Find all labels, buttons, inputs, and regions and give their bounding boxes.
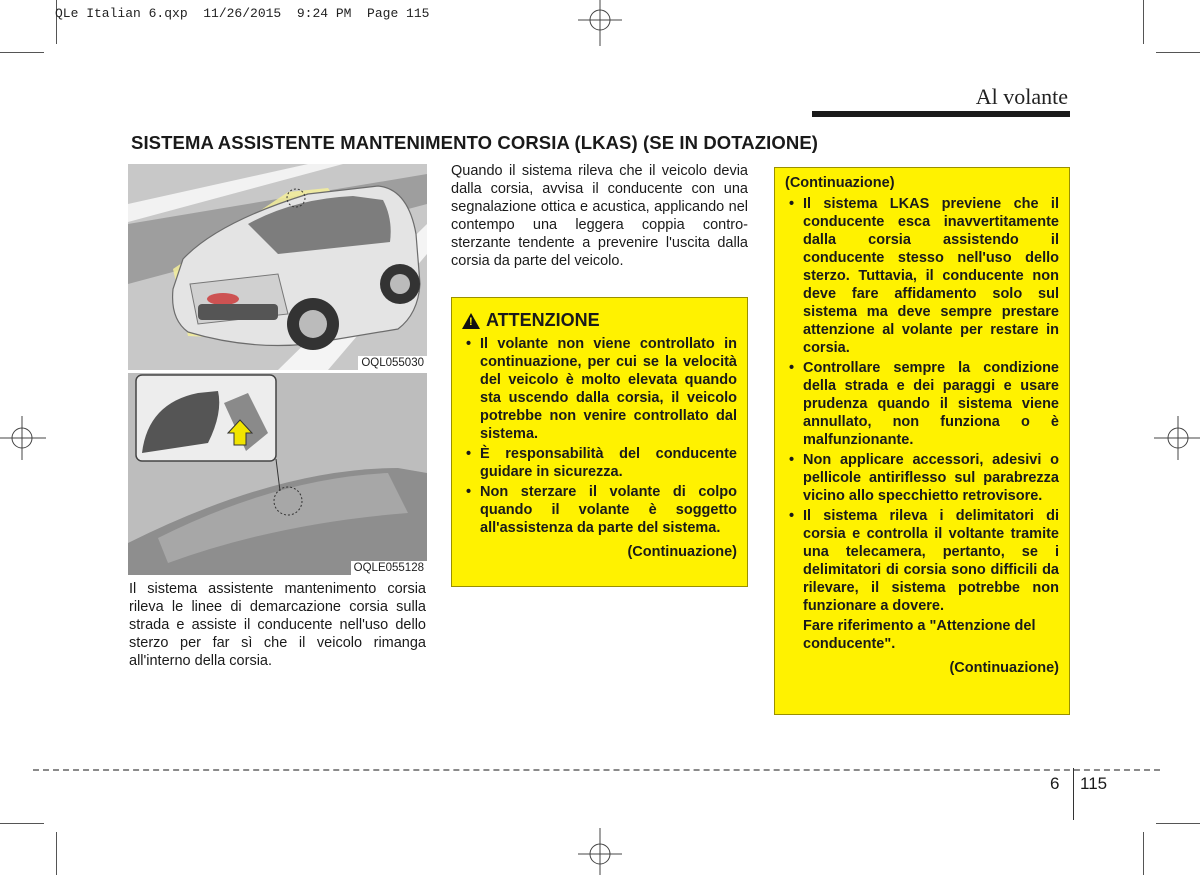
figure-label: OQLE055128 bbox=[351, 561, 427, 575]
section-title: Al volante bbox=[975, 84, 1068, 109]
caution2-item: • Il sistema rileva i delimitatori di corsia e controlla il voltante tramite una telecamera, pertanto, se i delimitatori di corsia sono difficili da rilevare, il sistema potrebbe non funzionare a dovere. bbox=[785, 507, 1059, 615]
continuation-note: (Continuazione) bbox=[949, 660, 1059, 676]
caution-item: • Il volante non viene controllato in continuazione, per cui se la velocità del veicolo è molto elevata quando sta uscendo dalla corsia, il veicolo potrebbe non venire controllato dal sistema. bbox=[462, 335, 737, 443]
registration-mark-icon bbox=[570, 0, 630, 48]
page-title: SISTEMA ASSISTENTE MANTENIMENTO CORSIA (LKAS) (SE IN DOTAZIONE) bbox=[131, 132, 819, 153]
caution2-note: Fare riferimento a "Attenzione del conducente". bbox=[803, 618, 1036, 652]
warning-triangle-icon: ! bbox=[462, 313, 480, 329]
chapter-number: 6 bbox=[1050, 774, 1060, 793]
page-number: 115 bbox=[1080, 774, 1108, 793]
caution2-item: • Controllare sempre la condizione della strada e dei paraggi e usare prudenza quando il sistema viene annullato, non funziona o è malfunzionante. bbox=[785, 359, 1059, 449]
caution2-list bbox=[785, 195, 1059, 615]
registration-mark-icon bbox=[570, 828, 630, 875]
caution2-item: • Non applicare accessori, adesivi o pellicole antiriflesso sul parabrezza vicino allo specchietto retrovisore. bbox=[785, 451, 1059, 505]
caution-item: • Non sterzare il volante di colpo quando il volante è soggetto all'assistenza da parte del sistema. bbox=[462, 483, 737, 537]
crop-mark bbox=[56, 832, 57, 875]
windshield-camera-illustration-icon bbox=[128, 373, 427, 575]
warning-behaviour-text: Quando il sistema rileva che il veicolo devia dalla corsia, avvisa il conducente con una segnalazione ottica e acustica, applicando nel contempo una leggera coppia contro-sterzante tendente a prevenire l'uscita dalla corsia da parte del veicolo. bbox=[451, 163, 748, 269]
caution2-item: • Il sistema LKAS previene che il conducente esca inavvertitamente dalla corsia assistendo il conducente stesso nell'uso dello sterzo. Tuttavia, il conducente non deve fare affidamento solo sul sistema ma deve sempre prestare attenzione al volante per restare in corsia. bbox=[785, 195, 1059, 357]
crop-mark bbox=[1156, 823, 1200, 824]
crop-mark bbox=[1143, 0, 1144, 44]
continuation-note: (Continuazione) bbox=[627, 544, 737, 560]
caution-box-continued bbox=[774, 167, 1070, 715]
caution-list bbox=[462, 335, 737, 537]
caution2-heading: (Continuazione) bbox=[785, 175, 895, 191]
figure-label: OQL055030 bbox=[358, 356, 427, 370]
caution-box bbox=[451, 297, 748, 587]
figure-camera-mirror bbox=[128, 373, 427, 575]
caution-heading bbox=[462, 310, 737, 331]
crop-mark bbox=[0, 823, 44, 824]
crop-mark bbox=[1143, 832, 1144, 875]
footer-dashed-rule bbox=[33, 769, 1160, 771]
crop-mark bbox=[1156, 52, 1200, 53]
registration-mark-icon bbox=[1152, 410, 1200, 470]
caution-item: • È responsabilità del conducente guidare in sicurezza. bbox=[462, 445, 737, 481]
crop-mark bbox=[0, 52, 44, 53]
header-rule bbox=[812, 111, 1070, 117]
car-illustration-icon bbox=[128, 164, 427, 370]
figure-car-lane bbox=[128, 164, 427, 370]
print-header: QLe Italian 6.qxp 11/26/2015 9:24 PM Page 115 bbox=[55, 6, 430, 21]
description-text: Il sistema assistente mantenimento corsia rileva le linee di demarcazione corsia sulla strada e assiste il conducente nell'uso dello sterzo per far sì che il veicolo rimanga all'interno della corsia. bbox=[129, 581, 426, 669]
footer-divider bbox=[1073, 768, 1074, 820]
registration-mark-icon bbox=[0, 410, 48, 470]
caution-title: ATTENZIONE bbox=[486, 310, 600, 330]
